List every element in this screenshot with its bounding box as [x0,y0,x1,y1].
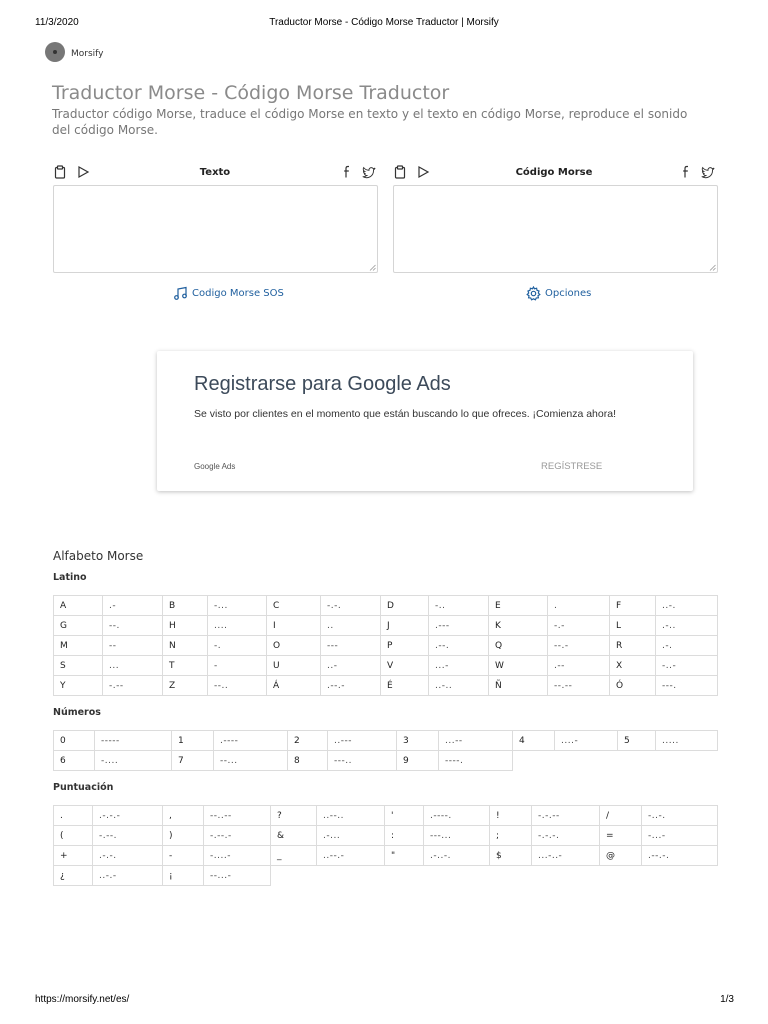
morse-code-cell: -.. [429,596,489,616]
ad-title: Registrarse para Google Ads [194,373,451,395]
symbol-cell: V [381,656,429,676]
symbol-cell: É [381,676,429,696]
symbol-cell: Á [267,676,321,696]
symbol-cell: 1 [172,731,214,751]
twitter-icon[interactable] [361,165,377,179]
morse-code-cell: -.--.- [204,826,271,846]
facebook-icon[interactable] [679,165,693,179]
print-url: https://morsify.net/es/ [35,994,130,1005]
morse-code-cell: .... [208,616,267,636]
latin-table [53,595,718,696]
symbol-cell: 8 [288,751,328,771]
brand[interactable] [45,42,104,62]
symbol-cell: ? [271,806,317,826]
symbol-cell: G [54,616,103,636]
table-row [54,636,718,656]
table-row [54,656,718,676]
symbol-cell: , [163,806,204,826]
morse-code-cell: .-... [317,826,385,846]
symbol-cell: : [385,826,424,846]
symbol-cell: M [54,636,103,656]
morse-code-cell: .--. [429,636,489,656]
morse-code-cell: -..- [656,656,718,676]
symbol-cell: 5 [618,731,656,751]
page-description: Traductor código Morse, traduce el código Morse en texto y el texto en código Morse, reproduce el sonido del código Morse. [52,107,688,137]
resize-handle-icon[interactable] [709,264,716,271]
morse-code-cell: .-.-. [93,846,163,866]
twitter-icon[interactable] [700,165,716,179]
table-row [54,846,718,866]
morse-code-cell: -.- [548,616,610,636]
symbol-cell: - [163,846,204,866]
table-row [54,731,718,751]
morse-code-cell: -.-.-- [532,806,600,826]
symbol-cell: & [271,826,317,846]
symbol-cell: J [381,616,429,636]
options-link-label: Opciones [545,288,592,299]
symbol-cell: Y [54,676,103,696]
symbol-cell: X [610,656,656,676]
symbol-cell: 0 [54,731,95,751]
brand-name: Morsify [71,49,104,59]
symbol-cell: 7 [172,751,214,771]
punctuation-title: Puntuación [53,782,114,793]
symbol-cell: Z [163,676,208,696]
morse-code-cell: -....- [204,846,271,866]
symbol-cell: B [163,596,208,616]
resize-handle-icon[interactable] [369,264,376,271]
morse-code-cell: .--.-. [642,846,718,866]
play-icon[interactable] [416,165,430,179]
morse-code-cell: ...-..- [532,846,600,866]
clipboard-icon[interactable] [53,165,67,179]
symbol-cell: ; [490,826,532,846]
alphabet-section-title: Alfabeto Morse [53,549,144,563]
print-page-number: 1/3 [720,994,734,1005]
text-input[interactable] [53,185,378,273]
symbol-cell: Ñ [489,676,548,696]
morse-code-cell: ...-- [439,731,513,751]
morse-code-cell: -.... [95,751,172,771]
morse-code-cell: .---- [214,731,288,751]
symbol-cell: 6 [54,751,95,771]
morse-code-cell: -.-. [321,596,381,616]
gear-icon [526,286,541,301]
symbol-cell: H [163,616,208,636]
ad-signup-button[interactable]: REGÍSTRESE [541,461,603,472]
symbol-cell: T [163,656,208,676]
morse-code-cell: ..--.- [317,846,385,866]
morse-input-wrapper [393,185,718,273]
ad-source: Google Ads [194,462,236,471]
symbol-cell: _ [271,846,317,866]
symbol-cell: S [54,656,103,676]
symbol-cell: D [381,596,429,616]
morse-input[interactable] [393,185,718,273]
table-row [54,806,718,826]
morse-code-cell: -..-. [642,806,718,826]
punctuation-table [53,805,718,886]
symbol-cell: = [600,826,642,846]
numbers-table [53,730,718,771]
ad-text: Se visto por clientes en el momento que están buscando lo que ofreces. ¡Comienza ahora! [194,408,616,420]
morse-code-cell: - [208,656,267,676]
morse-code-cell: -... [208,596,267,616]
symbol-cell: 3 [397,731,439,751]
symbol-cell: A [54,596,103,616]
morse-code-cell: --..-- [204,806,271,826]
symbol-cell: E [489,596,548,616]
morse-code-cell: -.-- [103,676,163,696]
morse-panel-label: Código Morse [515,166,593,178]
symbol-cell: N [163,636,208,656]
morsify-logo-icon [45,42,65,62]
morse-code-cell: --... [214,751,288,771]
morse-code-cell: . [548,596,610,616]
symbol-cell: Q [489,636,548,656]
symbol-cell: L [610,616,656,636]
symbol-cell: ¿ [54,866,93,886]
morse-code-cell: .-.-.- [93,806,163,826]
clipboard-icon[interactable] [393,165,407,179]
morse-code-cell: -...- [642,826,718,846]
morse-code-cell: .----. [424,806,490,826]
morse-code-cell: .--.- [321,676,381,696]
symbol-cell: P [381,636,429,656]
symbol-cell: ) [163,826,204,846]
morse-code-cell: ..-. [656,596,718,616]
symbol-cell: Ó [610,676,656,696]
morse-code-cell: --.- [548,636,610,656]
music-note-icon [173,286,188,301]
table-row [54,866,718,886]
symbol-cell: ( [54,826,93,846]
symbol-cell: K [489,616,548,636]
symbol-cell: O [267,636,321,656]
morse-code-cell: ..- [321,656,381,676]
morse-code-cell: -.-.-. [532,826,600,846]
sos-link-label: Codigo Morse SOS [192,288,284,299]
symbol-cell: R [610,636,656,656]
print-page-title: Traductor Morse - Código Morse Traductor | Morsify [269,17,499,28]
morse-code-cell: ----- [95,731,172,751]
symbol-cell: W [489,656,548,676]
symbol-cell: 2 [288,731,328,751]
morse-code-cell: ---.. [328,751,397,771]
morse-code-cell: ...- [429,656,489,676]
text-panel-header [53,163,378,181]
symbol-cell: ¡ [163,866,204,886]
morse-code-cell: .--- [429,616,489,636]
morse-code-cell: .-- [548,656,610,676]
morse-code-cell: ..--.. [317,806,385,826]
symbol-cell: + [54,846,93,866]
table-row [54,676,718,696]
page-title: Traductor Morse - Código Morse Traductor [52,82,450,104]
latin-title: Latino [53,572,87,583]
morse-code-cell: --. [103,616,163,636]
print-date: 11/3/2020 [35,17,79,28]
morse-code-cell: ----. [439,751,513,771]
google-ads-banner[interactable] [157,351,693,491]
morse-code-cell: ....- [555,731,618,751]
morse-code-cell: .- [103,596,163,616]
text-panel-label: Texto [199,166,231,178]
table-row [54,616,718,636]
symbol-cell: / [600,806,642,826]
morse-code-cell: .. [321,616,381,636]
morse-code-cell: ---... [424,826,490,846]
morse-code-cell: --.. [208,676,267,696]
morse-code-cell: .-. [656,636,718,656]
symbol-cell: 4 [513,731,555,751]
morse-code-cell: -.--. [93,826,163,846]
text-input-wrapper [53,185,378,273]
symbol-cell: C [267,596,321,616]
morse-code-cell: .-..-. [424,846,490,866]
table-row [54,751,718,771]
morse-code-cell: --.-- [548,676,610,696]
table-row [54,596,718,616]
morse-code-cell: ..-.. [429,676,489,696]
symbol-cell: U [267,656,321,676]
morse-code-cell: ---. [656,676,718,696]
table-row [54,826,718,846]
morse-code-cell: .-.. [656,616,718,636]
play-icon[interactable] [76,165,90,179]
morse-code-cell: ..-.- [93,866,163,886]
symbol-cell: 9 [397,751,439,771]
morse-code-cell: -. [208,636,267,656]
symbol-cell: " [385,846,424,866]
symbol-cell: I [267,616,321,636]
morse-code-cell: ... [103,656,163,676]
symbol-cell: F [610,596,656,616]
morse-code-cell: --- [321,636,381,656]
symbol-cell: ! [490,806,532,826]
morse-code-cell: ..--- [328,731,397,751]
options-link[interactable] [526,286,591,301]
numbers-title: Números [53,707,101,718]
morse-code-cell: -- [103,636,163,656]
symbol-cell: . [54,806,93,826]
symbol-cell: @ [600,846,642,866]
morse-panel-header [393,163,718,181]
morse-code-cell: ..... [656,731,718,751]
sos-link[interactable] [173,286,284,301]
symbol-cell: ' [385,806,424,826]
symbol-cell: $ [490,846,532,866]
facebook-icon[interactable] [340,165,354,179]
morse-code-cell: --...- [204,866,271,886]
